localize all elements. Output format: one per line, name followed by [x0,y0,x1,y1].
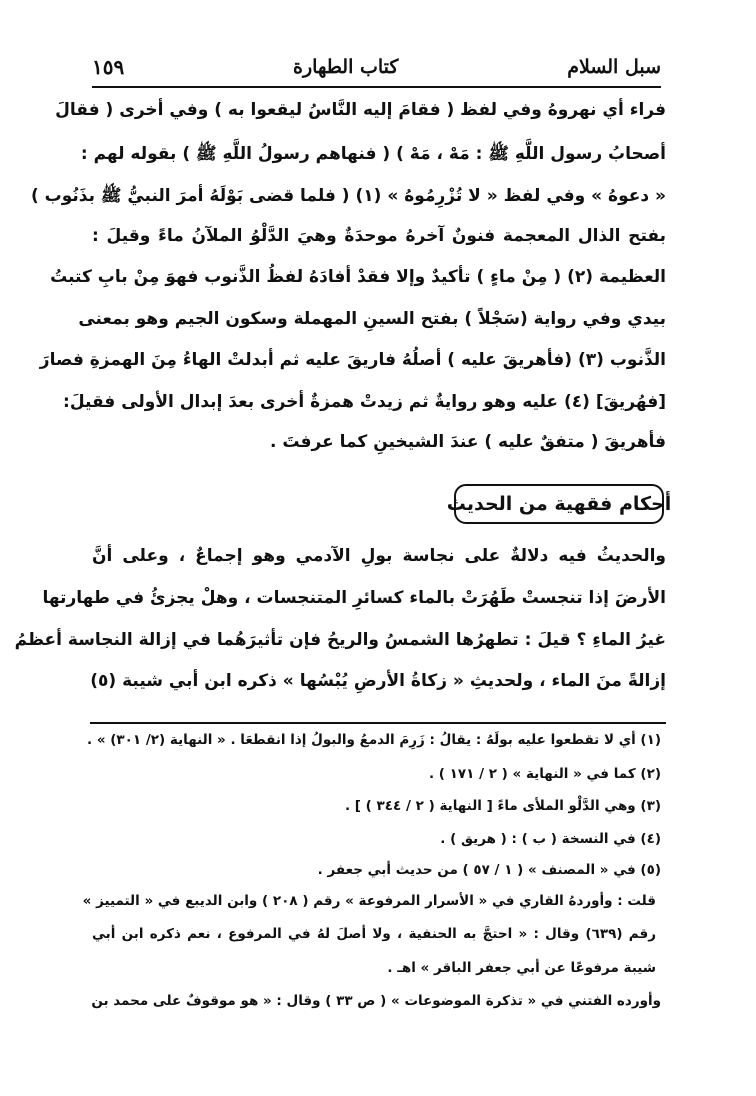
book-title: سبل السلام [567,56,661,78]
footnote-continuation: شيبة مرفوعًا عن أبي جعفر الباقر » اهـ . [387,960,656,976]
section-heading [446,484,672,524]
body-line: غيرُ الماءِ ؟ قيلَ : تطهرُها الشمسُ والريحُ فإن تأثيرَهُما في إزالة النجاسة أعظمُ [14,630,666,650]
body-line: إزالةً منَ الماء ، ولحديثِ « زكاةُ الأرضِ يُبْسُها » ذكره ابن أبي شيبة (٥) [90,671,666,691]
footnote-separator [90,722,666,724]
body-line: أصحابُ رسول اللَّهِ ﷺ : مَهْ ، مَهْ ) ( فنهاهم رسولُ اللَّهِ ﷺ ) بقوله لهم : [80,144,666,164]
footnote: (١) أي لا تقطعوا عليه بولَهُ : يقالُ : زَرِمَ الدمعُ والبولُ إذا انقطعَا . « النهاية (٢/ ٣٠١) » . [86,732,661,748]
body-line: الأرضَ إذا تنجستْ طَهُرَتْ بالماء كسائرِ المتنجسات ، وهلْ يجزئُ في طهارتها [42,588,666,608]
footnote: (٥) في « المصنف » ( ١ / ٥٧ ) من حديث أبي جعفر . [317,862,661,878]
chapter-title: كتاب الطهارة [293,56,399,78]
footnote-continuation: قلت : وأوردهُ القاري في « الأسرار المرفوعة » رقم ( ٢٠٨ ) وابن الديبع في « التمييز » [82,893,656,909]
body-line: العظيمة (٢) ( مِنْ ماءٍ ) تأكيدٌ وإلا فقدْ أفادَهُ لفظُ الذَّنوب فهوَ مِنْ بابِ كتبتُ [50,267,666,287]
footnote-continuation: وأورده الفتني في « تذكرة الموضوعات » ( ص ٣٣ ) وقال : « هو موقوفٌ على محمد بن [91,993,661,1009]
header-rule [92,86,661,88]
page-header [92,50,661,84]
body-line: فأهريقَ ( متفقٌ عليه ) عندَ الشيخينِ كما عرفتَ . [270,432,666,452]
footnote: (٤) في النسخة ( ب ) : ( هريق ) . [440,831,661,847]
body-line: بفتح الذال المعجمة فنونٌ آخرهُ موحدَةٌ وهيَ الدَّلْوُ الملآنُ ماءً وقيلَ : [92,226,666,246]
section-heading-text: أحكام فقهية من الحديث [446,493,672,515]
footnote-continuation: رقم (٦٣٩) وقال : « احتجَّ به الحنفية ، ولا أصلَ لهُ في المرفوع ، نعم ذكره ابن أبي [92,926,656,942]
body-line: بيدي وفي رواية (سَجْلاً ) بفتح السينِ المهملة وسكون الجيم وهو بمعنى [78,309,666,329]
body-line: الذَّنوب (٣) (فأهريقَ عليه ) أصلُهُ فاريقَ عليه ثم أبدلتْ الهاءُ مِنَ الهمزةِ فصارَ [39,350,666,370]
footnote: (٢) كما في « النهاية » ( ٢ / ١٧١ ) . [428,766,661,782]
body-line: فراء أي نهروهُ وفي لفظ ( فقامَ إليه النَّاسُ ليقعوا به ) وفي أخرى ( فقالَ [55,100,666,120]
body-line: « دعوهُ » وفي لفظ « لا تُزْرِمُوهُ » (١) ( فلما قضى بَوْلَهُ أمرَ النبيُّ ﷺ بذَنُوب ) [30,186,666,206]
body-line: والحديثُ فيه دلالةٌ على نجاسة بولِ الآدمي وهو إجماعٌ ، وعلى أنَّ [92,546,666,566]
footnote: (٣) وهي الدَّلْو الملأى ماءً [ النهاية ( ٢ / ٣٤٤ ) ] . [344,798,661,814]
page-number: ١٥٩ [92,55,125,79]
body-line: [فهُريقَ] (٤) عليه وهو روايةٌ ثم زيدتْ همزةٌ أخرى بعدَ إبدال الأولى فقيلَ: [63,392,666,412]
